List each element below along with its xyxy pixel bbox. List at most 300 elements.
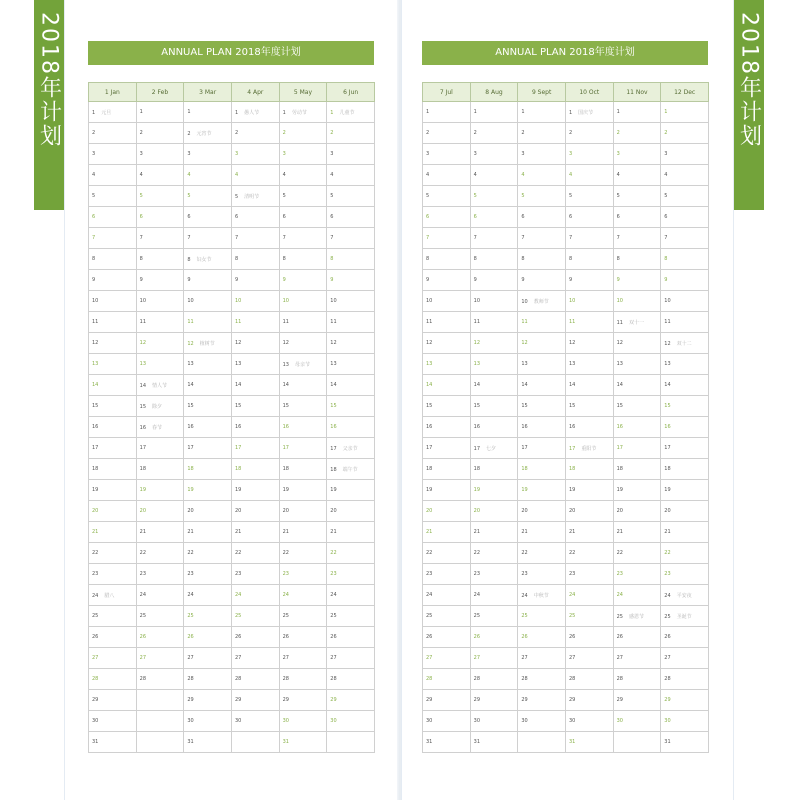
day-cell[interactable]	[518, 501, 566, 522]
day-cell[interactable]	[565, 396, 613, 417]
day-cell[interactable]	[327, 207, 375, 228]
day-cell[interactable]	[279, 249, 327, 270]
day-cell[interactable]	[231, 669, 279, 690]
day-cell[interactable]	[184, 606, 232, 627]
day-cell[interactable]	[89, 354, 137, 375]
day-cell[interactable]	[423, 186, 471, 207]
day-cell[interactable]	[327, 648, 375, 669]
day-cell[interactable]	[136, 102, 184, 123]
day-cell[interactable]	[423, 627, 471, 648]
day-cell[interactable]	[470, 459, 518, 480]
day-cell[interactable]	[89, 144, 137, 165]
day-cell[interactable]	[136, 522, 184, 543]
day-cell[interactable]	[565, 732, 613, 753]
day-cell[interactable]	[518, 585, 566, 606]
day-cell[interactable]	[279, 375, 327, 396]
day-cell[interactable]	[518, 375, 566, 396]
day-cell[interactable]	[327, 732, 375, 753]
day-cell[interactable]	[661, 501, 709, 522]
day-cell[interactable]	[423, 732, 471, 753]
day-cell[interactable]	[327, 417, 375, 438]
day-cell[interactable]	[613, 396, 661, 417]
day-cell[interactable]	[661, 543, 709, 564]
day-cell[interactable]	[184, 291, 232, 312]
day-cell[interactable]	[184, 585, 232, 606]
day-cell[interactable]	[470, 438, 518, 459]
day-cell[interactable]	[661, 606, 709, 627]
day-cell[interactable]	[470, 690, 518, 711]
day-cell[interactable]	[518, 690, 566, 711]
day-cell[interactable]	[231, 144, 279, 165]
day-cell[interactable]	[231, 585, 279, 606]
day-cell[interactable]	[613, 564, 661, 585]
day-cell[interactable]	[136, 606, 184, 627]
day-cell[interactable]	[470, 249, 518, 270]
day-cell[interactable]	[231, 732, 279, 753]
day-cell[interactable]	[565, 333, 613, 354]
day-cell[interactable]	[565, 312, 613, 333]
day-cell[interactable]	[423, 564, 471, 585]
day-cell[interactable]	[565, 480, 613, 501]
day-cell[interactable]	[184, 417, 232, 438]
day-cell[interactable]	[518, 648, 566, 669]
day-cell[interactable]	[470, 123, 518, 144]
day-cell[interactable]	[279, 165, 327, 186]
day-cell[interactable]	[279, 123, 327, 144]
day-cell[interactable]	[89, 333, 137, 354]
day-cell[interactable]	[661, 648, 709, 669]
day-cell[interactable]	[184, 375, 232, 396]
day-cell[interactable]	[518, 354, 566, 375]
day-cell[interactable]	[423, 690, 471, 711]
day-cell[interactable]	[279, 585, 327, 606]
day-cell[interactable]	[279, 228, 327, 249]
day-cell[interactable]	[89, 606, 137, 627]
day-cell[interactable]	[327, 270, 375, 291]
day-cell[interactable]	[327, 144, 375, 165]
day-cell[interactable]	[661, 186, 709, 207]
day-cell[interactable]	[470, 564, 518, 585]
day-cell[interactable]	[327, 396, 375, 417]
day-cell[interactable]	[565, 291, 613, 312]
day-cell[interactable]	[231, 333, 279, 354]
day-cell[interactable]	[661, 627, 709, 648]
day-cell[interactable]	[231, 186, 279, 207]
day-cell[interactable]	[470, 354, 518, 375]
day-cell[interactable]	[423, 312, 471, 333]
day-cell[interactable]	[184, 165, 232, 186]
day-cell[interactable]	[661, 690, 709, 711]
day-cell[interactable]	[89, 270, 137, 291]
day-cell[interactable]	[661, 459, 709, 480]
day-cell[interactable]	[231, 711, 279, 732]
day-cell[interactable]	[423, 711, 471, 732]
day-cell[interactable]	[231, 165, 279, 186]
day-cell[interactable]	[184, 333, 232, 354]
day-cell[interactable]	[423, 438, 471, 459]
day-cell[interactable]	[279, 102, 327, 123]
day-cell[interactable]	[565, 249, 613, 270]
day-cell[interactable]	[184, 669, 232, 690]
day-cell[interactable]	[470, 480, 518, 501]
day-cell[interactable]	[518, 165, 566, 186]
day-cell[interactable]	[327, 669, 375, 690]
day-cell[interactable]	[518, 207, 566, 228]
day-cell[interactable]	[184, 564, 232, 585]
day-cell[interactable]	[565, 207, 613, 228]
day-cell[interactable]	[327, 711, 375, 732]
day-cell[interactable]	[518, 438, 566, 459]
day-cell[interactable]	[613, 102, 661, 123]
day-cell[interactable]	[231, 102, 279, 123]
day-cell[interactable]	[470, 501, 518, 522]
day-cell[interactable]	[136, 270, 184, 291]
day-cell[interactable]	[327, 354, 375, 375]
day-cell[interactable]	[327, 543, 375, 564]
day-cell[interactable]	[613, 333, 661, 354]
day-cell[interactable]	[184, 123, 232, 144]
day-cell[interactable]	[327, 165, 375, 186]
day-cell[interactable]	[231, 375, 279, 396]
day-cell[interactable]	[184, 396, 232, 417]
day-cell[interactable]	[231, 270, 279, 291]
day-cell[interactable]	[661, 732, 709, 753]
day-cell[interactable]	[231, 543, 279, 564]
day-cell[interactable]	[613, 627, 661, 648]
day-cell[interactable]	[136, 669, 184, 690]
day-cell[interactable]	[565, 648, 613, 669]
day-cell[interactable]	[136, 312, 184, 333]
day-cell[interactable]	[231, 627, 279, 648]
day-cell[interactable]	[518, 249, 566, 270]
day-cell[interactable]	[423, 522, 471, 543]
day-cell[interactable]	[279, 648, 327, 669]
day-cell[interactable]	[327, 438, 375, 459]
day-cell[interactable]	[518, 669, 566, 690]
day-cell[interactable]	[89, 102, 137, 123]
day-cell[interactable]	[89, 291, 137, 312]
day-cell[interactable]	[565, 123, 613, 144]
day-cell[interactable]	[423, 270, 471, 291]
day-cell[interactable]	[184, 459, 232, 480]
day-cell[interactable]	[565, 459, 613, 480]
day-cell[interactable]	[613, 669, 661, 690]
day-cell[interactable]	[613, 207, 661, 228]
day-cell[interactable]	[89, 669, 137, 690]
day-cell[interactable]	[470, 732, 518, 753]
day-cell[interactable]	[565, 711, 613, 732]
day-cell[interactable]	[184, 312, 232, 333]
day-cell[interactable]	[136, 291, 184, 312]
day-cell[interactable]	[518, 270, 566, 291]
day-cell[interactable]	[89, 123, 137, 144]
day-cell[interactable]	[423, 249, 471, 270]
day-cell[interactable]	[89, 648, 137, 669]
day-cell[interactable]	[613, 438, 661, 459]
day-cell[interactable]	[565, 144, 613, 165]
day-cell[interactable]	[565, 354, 613, 375]
day-cell[interactable]	[184, 711, 232, 732]
day-cell[interactable]	[613, 606, 661, 627]
day-cell[interactable]	[470, 207, 518, 228]
day-cell[interactable]	[136, 375, 184, 396]
day-cell[interactable]	[518, 480, 566, 501]
day-cell[interactable]	[661, 354, 709, 375]
day-cell[interactable]	[613, 459, 661, 480]
day-cell[interactable]	[565, 564, 613, 585]
day-cell[interactable]	[89, 711, 137, 732]
day-cell[interactable]	[184, 102, 232, 123]
day-cell[interactable]	[661, 396, 709, 417]
day-cell[interactable]	[661, 207, 709, 228]
day-cell[interactable]	[613, 228, 661, 249]
day-cell[interactable]	[327, 480, 375, 501]
day-cell[interactable]	[613, 732, 661, 753]
day-cell[interactable]	[613, 522, 661, 543]
day-cell[interactable]	[231, 522, 279, 543]
day-cell[interactable]	[470, 585, 518, 606]
day-cell[interactable]	[470, 711, 518, 732]
day-cell[interactable]	[470, 543, 518, 564]
day-cell[interactable]	[279, 417, 327, 438]
day-cell[interactable]	[518, 291, 566, 312]
day-cell[interactable]	[279, 543, 327, 564]
day-cell[interactable]	[327, 606, 375, 627]
day-cell[interactable]	[613, 543, 661, 564]
day-cell[interactable]	[89, 501, 137, 522]
day-cell[interactable]	[231, 501, 279, 522]
day-cell[interactable]	[327, 585, 375, 606]
day-cell[interactable]	[279, 186, 327, 207]
day-cell[interactable]	[470, 417, 518, 438]
day-cell[interactable]	[327, 459, 375, 480]
day-cell[interactable]	[89, 585, 137, 606]
day-cell[interactable]	[136, 123, 184, 144]
day-cell[interactable]	[613, 312, 661, 333]
day-cell[interactable]	[565, 438, 613, 459]
day-cell[interactable]	[423, 102, 471, 123]
day-cell[interactable]	[613, 165, 661, 186]
day-cell[interactable]	[661, 228, 709, 249]
day-cell[interactable]	[184, 648, 232, 669]
day-cell[interactable]	[89, 165, 137, 186]
day-cell[interactable]	[327, 501, 375, 522]
day-cell[interactable]	[613, 291, 661, 312]
day-cell[interactable]	[279, 207, 327, 228]
day-cell[interactable]	[231, 480, 279, 501]
day-cell[interactable]	[89, 312, 137, 333]
day-cell[interactable]	[89, 249, 137, 270]
day-cell[interactable]	[470, 606, 518, 627]
day-cell[interactable]	[565, 669, 613, 690]
day-cell[interactable]	[136, 459, 184, 480]
day-cell[interactable]	[613, 711, 661, 732]
day-cell[interactable]	[661, 417, 709, 438]
day-cell[interactable]	[613, 417, 661, 438]
day-cell[interactable]	[136, 732, 184, 753]
day-cell[interactable]	[470, 333, 518, 354]
day-cell[interactable]	[279, 690, 327, 711]
day-cell[interactable]	[613, 186, 661, 207]
day-cell[interactable]	[518, 228, 566, 249]
day-cell[interactable]	[136, 564, 184, 585]
day-cell[interactable]	[184, 228, 232, 249]
day-cell[interactable]	[89, 228, 137, 249]
day-cell[interactable]	[423, 207, 471, 228]
day-cell[interactable]	[231, 606, 279, 627]
day-cell[interactable]	[470, 648, 518, 669]
day-cell[interactable]	[184, 543, 232, 564]
day-cell[interactable]	[518, 627, 566, 648]
day-cell[interactable]	[565, 522, 613, 543]
day-cell[interactable]	[327, 564, 375, 585]
day-cell[interactable]	[423, 669, 471, 690]
day-cell[interactable]	[184, 438, 232, 459]
day-cell[interactable]	[613, 270, 661, 291]
day-cell[interactable]	[279, 459, 327, 480]
day-cell[interactable]	[184, 480, 232, 501]
day-cell[interactable]	[518, 417, 566, 438]
day-cell[interactable]	[279, 606, 327, 627]
day-cell[interactable]	[565, 690, 613, 711]
day-cell[interactable]	[470, 291, 518, 312]
day-cell[interactable]	[613, 375, 661, 396]
day-cell[interactable]	[279, 291, 327, 312]
day-cell[interactable]	[423, 123, 471, 144]
day-cell[interactable]	[518, 102, 566, 123]
day-cell[interactable]	[661, 585, 709, 606]
day-cell[interactable]	[89, 396, 137, 417]
day-cell[interactable]	[279, 144, 327, 165]
day-cell[interactable]	[89, 543, 137, 564]
day-cell[interactable]	[518, 564, 566, 585]
day-cell[interactable]	[565, 606, 613, 627]
day-cell[interactable]	[565, 627, 613, 648]
day-cell[interactable]	[136, 543, 184, 564]
day-cell[interactable]	[184, 144, 232, 165]
day-cell[interactable]	[231, 438, 279, 459]
day-cell[interactable]	[279, 354, 327, 375]
day-cell[interactable]	[661, 711, 709, 732]
day-cell[interactable]	[136, 249, 184, 270]
day-cell[interactable]	[470, 270, 518, 291]
day-cell[interactable]	[89, 186, 137, 207]
day-cell[interactable]	[89, 690, 137, 711]
day-cell[interactable]	[279, 501, 327, 522]
day-cell[interactable]	[661, 123, 709, 144]
day-cell[interactable]	[136, 711, 184, 732]
day-cell[interactable]	[661, 522, 709, 543]
day-cell[interactable]	[136, 333, 184, 354]
day-cell[interactable]	[136, 627, 184, 648]
day-cell[interactable]	[184, 270, 232, 291]
day-cell[interactable]	[661, 480, 709, 501]
day-cell[interactable]	[89, 522, 137, 543]
day-cell[interactable]	[661, 270, 709, 291]
day-cell[interactable]	[327, 375, 375, 396]
day-cell[interactable]	[565, 417, 613, 438]
day-cell[interactable]	[279, 711, 327, 732]
day-cell[interactable]	[184, 501, 232, 522]
day-cell[interactable]	[470, 312, 518, 333]
day-cell[interactable]	[661, 165, 709, 186]
day-cell[interactable]	[279, 732, 327, 753]
day-cell[interactable]	[89, 207, 137, 228]
day-cell[interactable]	[423, 648, 471, 669]
day-cell[interactable]	[565, 102, 613, 123]
day-cell[interactable]	[613, 480, 661, 501]
day-cell[interactable]	[518, 186, 566, 207]
day-cell[interactable]	[136, 396, 184, 417]
day-cell[interactable]	[231, 123, 279, 144]
day-cell[interactable]	[89, 459, 137, 480]
day-cell[interactable]	[661, 291, 709, 312]
day-cell[interactable]	[136, 648, 184, 669]
day-cell[interactable]	[423, 585, 471, 606]
day-cell[interactable]	[565, 375, 613, 396]
day-cell[interactable]	[136, 186, 184, 207]
day-cell[interactable]	[613, 354, 661, 375]
day-cell[interactable]	[423, 459, 471, 480]
day-cell[interactable]	[565, 165, 613, 186]
day-cell[interactable]	[518, 459, 566, 480]
day-cell[interactable]	[565, 543, 613, 564]
day-cell[interactable]	[231, 396, 279, 417]
day-cell[interactable]	[136, 585, 184, 606]
day-cell[interactable]	[279, 669, 327, 690]
day-cell[interactable]	[327, 228, 375, 249]
day-cell[interactable]	[136, 207, 184, 228]
day-cell[interactable]	[89, 480, 137, 501]
day-cell[interactable]	[184, 186, 232, 207]
day-cell[interactable]	[518, 144, 566, 165]
day-cell[interactable]	[327, 186, 375, 207]
day-cell[interactable]	[184, 207, 232, 228]
day-cell[interactable]	[89, 417, 137, 438]
day-cell[interactable]	[661, 333, 709, 354]
day-cell[interactable]	[565, 585, 613, 606]
day-cell[interactable]	[423, 606, 471, 627]
day-cell[interactable]	[470, 375, 518, 396]
day-cell[interactable]	[279, 312, 327, 333]
day-cell[interactable]	[184, 690, 232, 711]
day-cell[interactable]	[613, 123, 661, 144]
day-cell[interactable]	[231, 228, 279, 249]
day-cell[interactable]	[184, 627, 232, 648]
day-cell[interactable]	[184, 732, 232, 753]
day-cell[interactable]	[661, 438, 709, 459]
day-cell[interactable]	[613, 690, 661, 711]
day-cell[interactable]	[661, 375, 709, 396]
day-cell[interactable]	[136, 165, 184, 186]
day-cell[interactable]	[231, 690, 279, 711]
day-cell[interactable]	[423, 501, 471, 522]
day-cell[interactable]	[136, 228, 184, 249]
day-cell[interactable]	[423, 144, 471, 165]
day-cell[interactable]	[423, 480, 471, 501]
day-cell[interactable]	[423, 375, 471, 396]
day-cell[interactable]	[279, 522, 327, 543]
day-cell[interactable]	[184, 354, 232, 375]
day-cell[interactable]	[423, 165, 471, 186]
day-cell[interactable]	[613, 585, 661, 606]
day-cell[interactable]	[327, 123, 375, 144]
day-cell[interactable]	[89, 375, 137, 396]
day-cell[interactable]	[279, 564, 327, 585]
day-cell[interactable]	[279, 480, 327, 501]
day-cell[interactable]	[136, 480, 184, 501]
day-cell[interactable]	[327, 312, 375, 333]
